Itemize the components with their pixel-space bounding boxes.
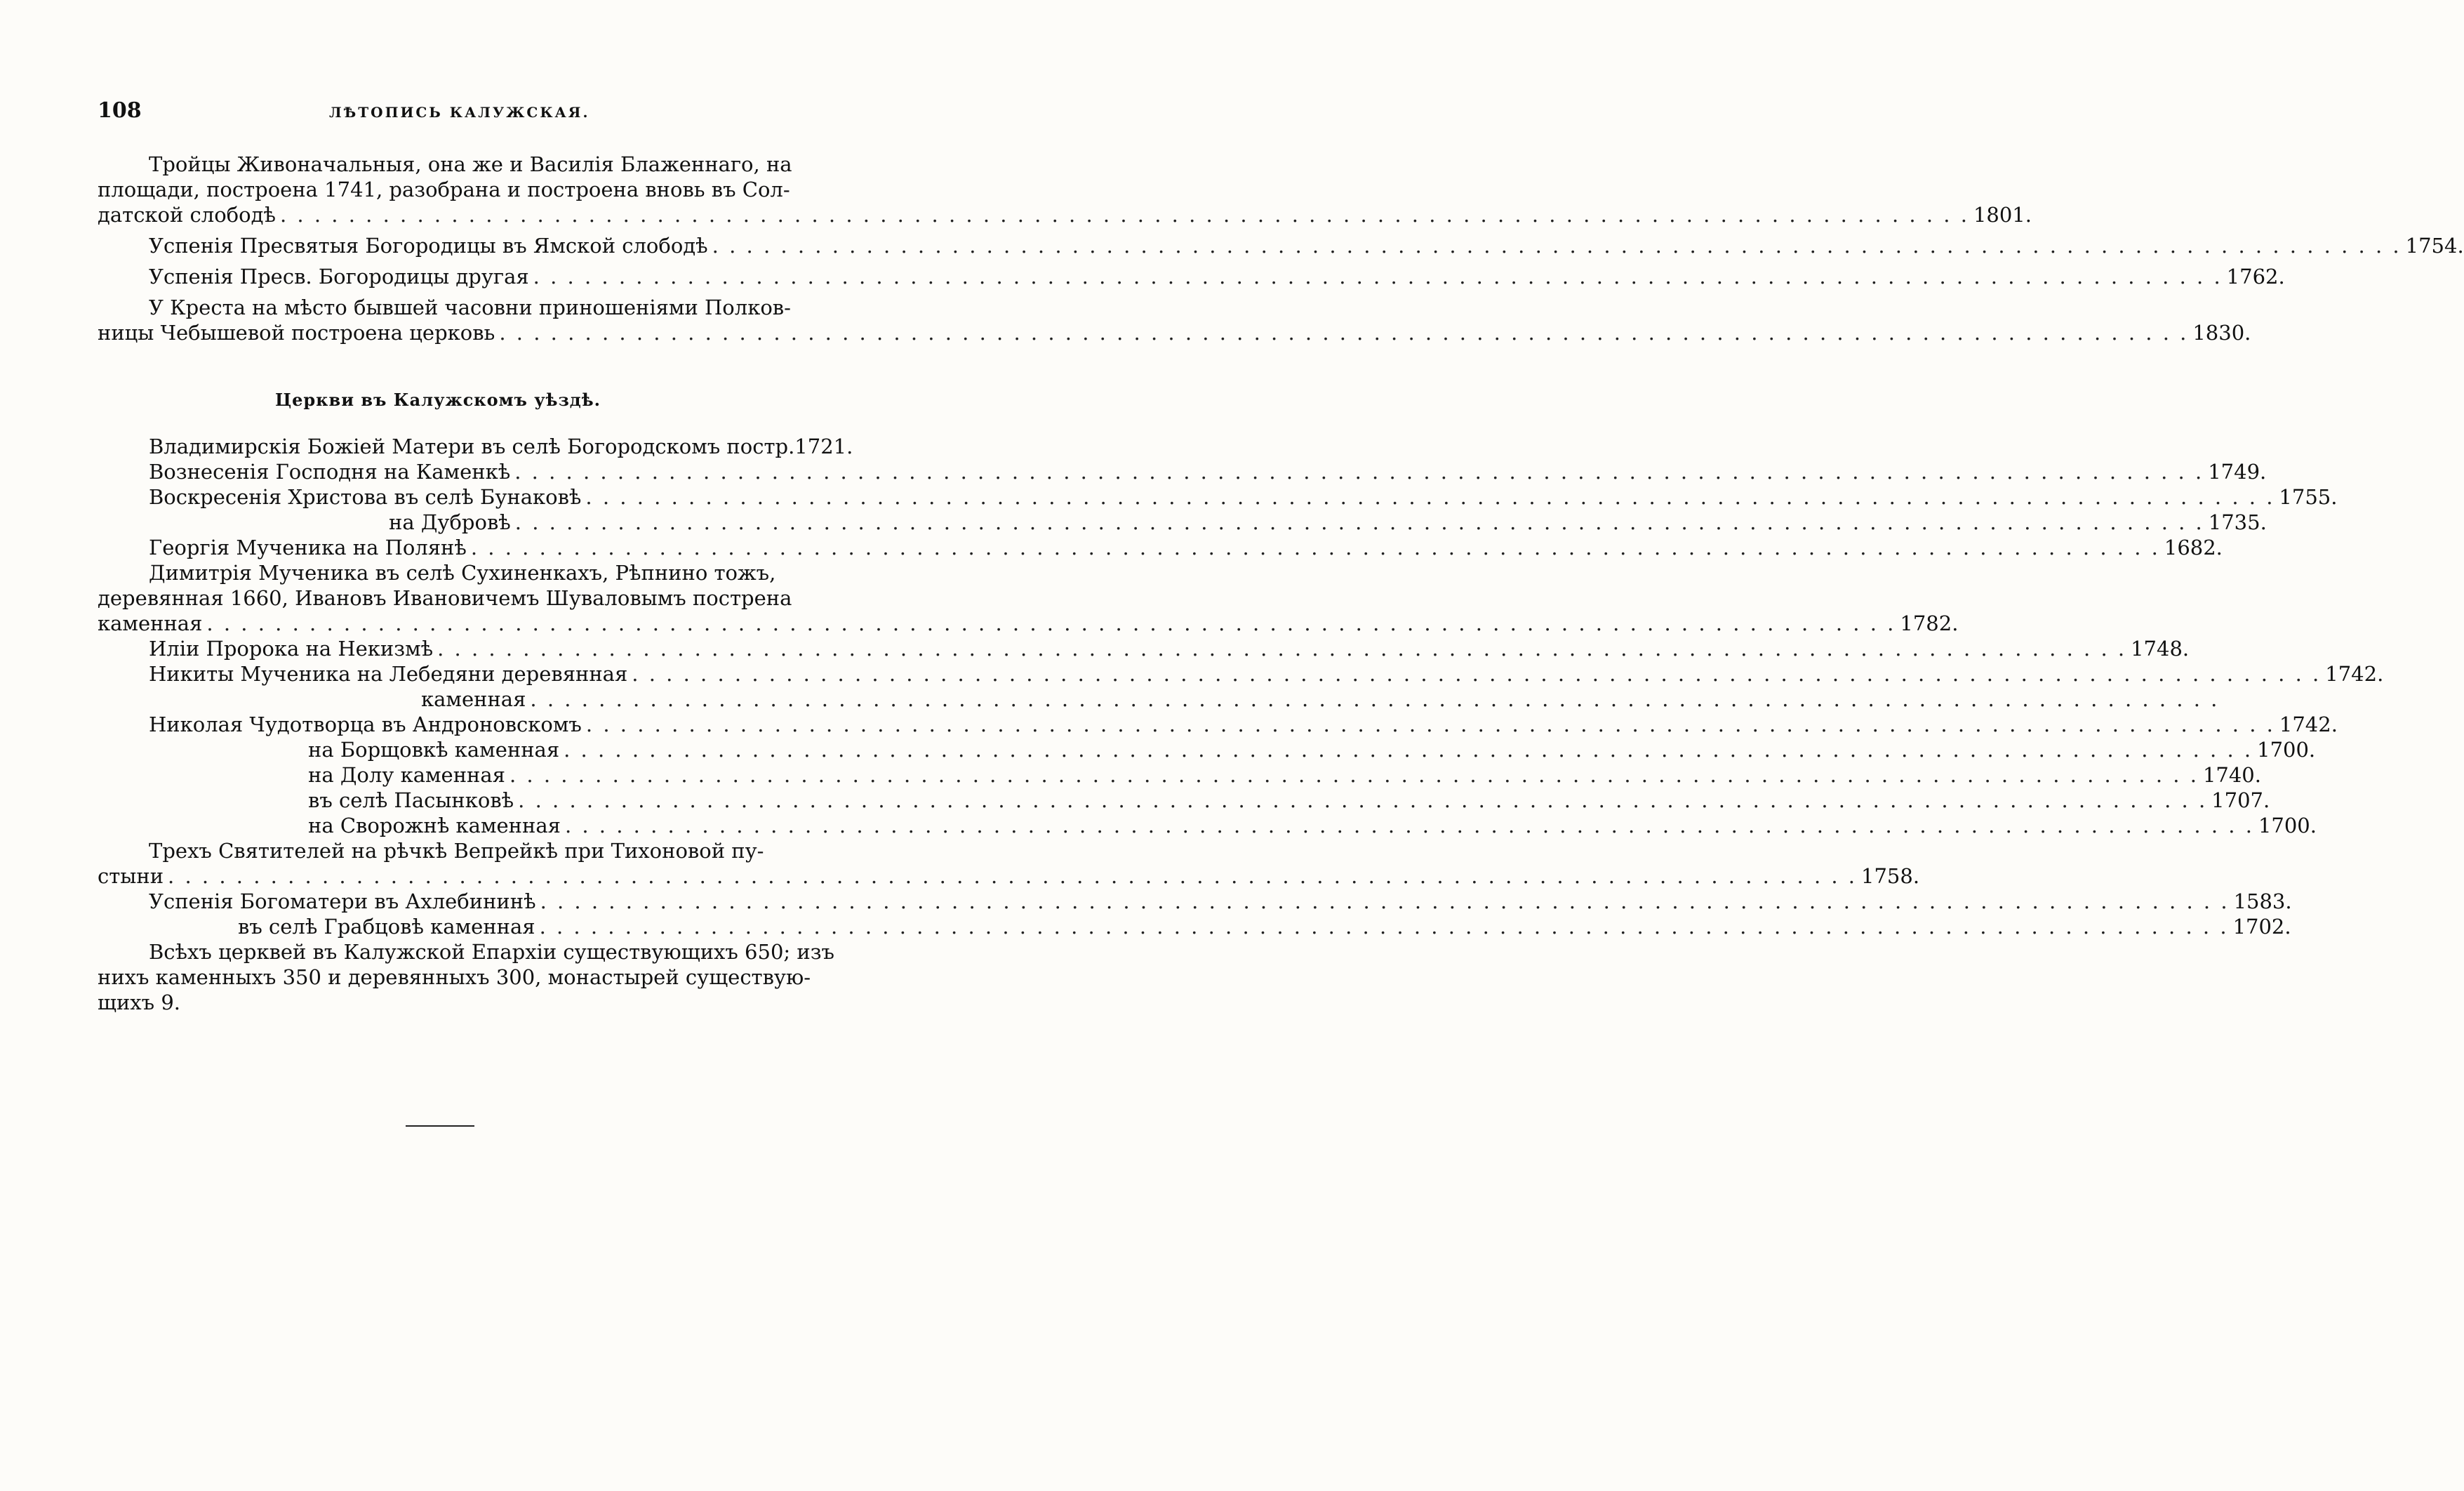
dot-leader	[581, 484, 2279, 510]
text-line: Тройцы Живоначальныя, она же и Василія Блаженнаго, на	[149, 152, 792, 176]
dot-leader	[708, 233, 2406, 258]
text-line: площади, построена 1741, разобрана и построена вновь въ Сол-	[98, 178, 790, 201]
running-title: ЛѢТОПИСЬ КАЛУЖСКАЯ.	[329, 104, 590, 121]
year: 1707.	[2211, 788, 2270, 812]
list-item: на Сворожнѣ каменная . . . 1700.	[98, 813, 778, 838]
dot-leader	[627, 661, 2325, 687]
summary-line: Всѣхъ церквей въ Калужской Епархіи существующихъ 650; изъ	[149, 940, 834, 964]
dot-leader	[535, 914, 2233, 939]
dot-leader	[433, 636, 2131, 661]
text-line: У Креста на мѣсто бывшей часовни приношеніями Полков-	[149, 296, 791, 319]
dot-leader	[514, 788, 2211, 813]
year: 1700.	[2257, 738, 2316, 762]
list-item: Успенія Пресвятыя Богородицы въ Ямской слободѣ . . . 1754.	[98, 233, 778, 258]
year: 1830.	[2192, 321, 2251, 345]
dot-leader	[529, 264, 2227, 289]
list-item: Никиты Мученика на Лебедяни деревянная . . . 1742.	[98, 661, 778, 687]
list-item: Владимирскія Божіей Матери въ селѣ Богородскомъ постр. 1721.	[149, 435, 853, 458]
year: 1755.	[2279, 485, 2338, 509]
year: 1758.	[1861, 864, 1920, 888]
dot-leader	[164, 863, 1861, 889]
dot-leader	[495, 320, 2192, 345]
summary-line: щихъ 9.	[98, 990, 180, 1014]
year: 1740.	[2202, 763, 2261, 787]
text-line: деревянная 1660, Ивановъ Ивановичемъ Шуваловымъ пострена	[98, 586, 792, 610]
list-item: датской слободѣ . . . 1801.	[98, 202, 778, 227]
dot-leader	[561, 813, 2258, 838]
text-line: Трехъ Святителей на рѣчкѣ Вепрейкѣ при Тихоновой пу-	[149, 839, 764, 863]
list-item: на Долу каменная . . . 1740.	[98, 762, 778, 788]
year: 1682.	[2164, 536, 2223, 559]
list-item: Воскресенія Христова въ селѣ Бунаковѣ . . . 1755.	[98, 484, 778, 510]
year: 1700.	[2258, 814, 2317, 837]
list-item: Георгія Мученика на Полянѣ . . . 1682.	[98, 535, 778, 560]
dot-leader	[511, 510, 2209, 535]
city-churches-list	[98, 152, 2464, 345]
year: 1801.	[1973, 203, 2032, 227]
year: 1583.	[2233, 889, 2292, 913]
list-item: Успенія Богоматери въ Ахлебининѣ . . . 1583.	[98, 889, 778, 914]
list-item: въ селѣ Грабцовѣ каменная . . . 1702.	[98, 914, 778, 939]
dot-leader	[582, 712, 2279, 737]
dot-leader	[202, 611, 1900, 636]
list-item: на Борщовкѣ каменная . . . 1700.	[98, 737, 778, 762]
dot-leader	[536, 889, 2234, 914]
year: 1742.	[2325, 662, 2384, 686]
dot-leader	[467, 535, 2164, 560]
year: 1735.	[2208, 510, 2267, 534]
page-number: 108	[98, 98, 142, 123]
list-item: каменная . . .	[98, 687, 719, 712]
list-item: Успенія Пресв. Богородицы другая . . . 1762.	[98, 264, 778, 289]
year: 1742.	[2279, 713, 2338, 736]
year: 1749.	[2208, 460, 2267, 484]
summary-line: нихъ каменныхъ 350 и деревянныхъ 300, монастырей существую-	[98, 965, 811, 989]
list-item: въ селѣ Пасынковѣ . . . 1707.	[98, 788, 778, 813]
dot-leader	[276, 202, 1973, 227]
dot-leader	[526, 687, 2223, 712]
dot-leader	[559, 737, 2257, 762]
page-header	[98, 98, 778, 126]
year: 1782.	[1900, 611, 1959, 635]
section-title: Церкви въ Калужскомъ уѣздѣ.	[274, 390, 601, 410]
year: 1748.	[2131, 637, 2190, 661]
district-churches-list	[98, 434, 2384, 1015]
year: 1702.	[2232, 915, 2291, 939]
closing-rule	[406, 1125, 474, 1127]
year: 1754.	[2405, 234, 2464, 258]
year: 1721.	[794, 435, 853, 458]
list-item: стыни . . . 1758.	[98, 863, 778, 889]
list-item: на Дубровѣ . . . 1735.	[98, 510, 778, 535]
list-item: Вознесенія Господня на Каменкѣ . . . 1749.	[98, 459, 778, 484]
list-item: Иліи Пророка на Некизмѣ . . . 1748.	[98, 636, 778, 661]
dot-leader	[505, 762, 2203, 788]
text-line: Димитрія Мученика въ селѣ Сухиненкахъ, Рѣпнино тожъ,	[149, 561, 776, 585]
dot-leader	[510, 459, 2208, 484]
list-item: Николая Чудотворца въ Андроновскомъ . . . 1742.	[98, 712, 778, 737]
list-item: каменная . . . 1782.	[98, 611, 778, 636]
list-item: ницы Чебышевой построена церковь . . . 1830.	[98, 320, 778, 345]
year: 1762.	[2226, 265, 2285, 289]
